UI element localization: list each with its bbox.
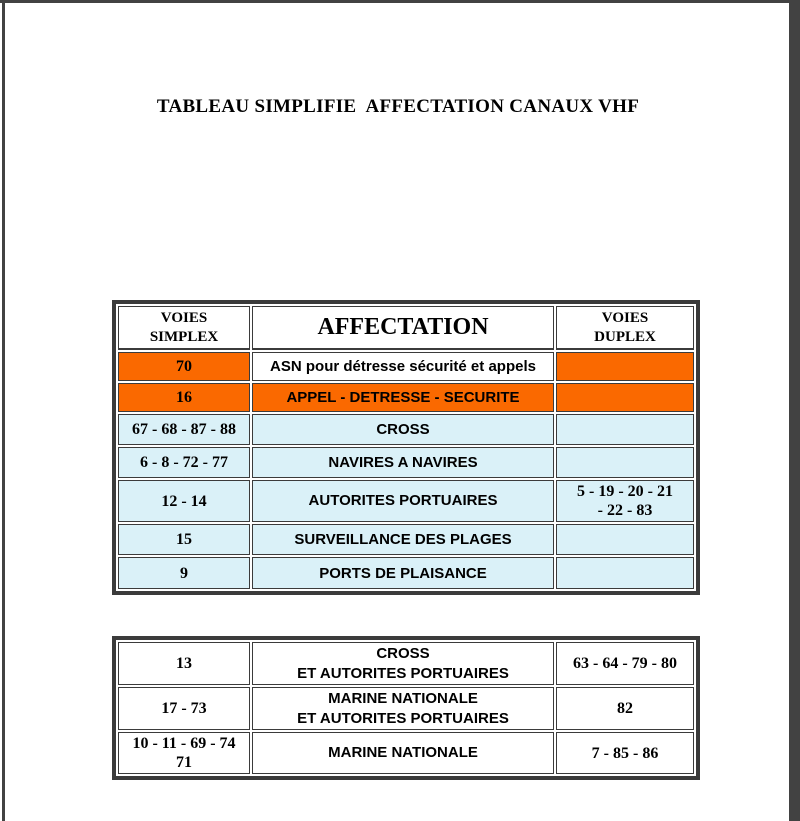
- table-row: [118, 732, 694, 774]
- header-affectation: AFFECTATION: [252, 306, 554, 350]
- affectation-cell: SURVEILLANCE DES PLAGES: [252, 524, 554, 555]
- duplex-cell: 7 - 85 - 86: [556, 732, 694, 774]
- simplex-cell: 6 - 8 - 72 - 77: [118, 447, 250, 478]
- duplex-cell: [556, 414, 694, 445]
- affectation-cell: MARINE NATIONALE: [252, 732, 554, 774]
- affectation-cell: CROSS ET AUTORITES PORTUAIRES: [252, 642, 554, 685]
- table-row: [118, 557, 694, 589]
- table-row: [118, 383, 694, 412]
- table-header-row: [118, 306, 694, 350]
- simplex-cell: 13: [118, 642, 250, 685]
- duplex-cell: [556, 383, 694, 412]
- vhf-simplex-table: [112, 300, 700, 595]
- vhf-duplex-table: [112, 636, 700, 780]
- affectation-cell: APPEL - DETRESSE - SECURITE: [252, 383, 554, 412]
- simplex-cell: 9: [118, 557, 250, 589]
- duplex-cell: [556, 352, 694, 381]
- simplex-cell: 12 - 14: [118, 480, 250, 522]
- table-row: [118, 642, 694, 685]
- duplex-cell: [556, 447, 694, 478]
- page-right-edge: [789, 0, 800, 821]
- duplex-cell: 5 - 19 - 20 - 21 - 22 - 83: [556, 480, 694, 522]
- header-voies-duplex: VOIES DUPLEX: [556, 306, 694, 350]
- simplex-cell: 67 - 68 - 87 - 88: [118, 414, 250, 445]
- table-row: [118, 687, 694, 730]
- duplex-cell: 82: [556, 687, 694, 730]
- duplex-cell: [556, 557, 694, 589]
- header-voies-simplex: VOIES SIMPLEX: [118, 306, 250, 350]
- table-row: [118, 480, 694, 522]
- affectation-cell: MARINE NATIONALE ET AUTORITES PORTUAIRES: [252, 687, 554, 730]
- duplex-cell: [556, 524, 694, 555]
- affectation-cell: CROSS: [252, 414, 554, 445]
- page-top-edge: [0, 0, 800, 3]
- duplex-cell: 63 - 64 - 79 - 80: [556, 642, 694, 685]
- simplex-cell: 10 - 11 - 69 - 74 71: [118, 732, 250, 774]
- table-row: [118, 524, 694, 555]
- affectation-cell: NAVIRES A NAVIRES: [252, 447, 554, 478]
- table-row: [118, 352, 694, 381]
- affectation-cell: PORTS DE PLAISANCE: [252, 557, 554, 589]
- table-row: [118, 414, 694, 445]
- simplex-cell: 15: [118, 524, 250, 555]
- simplex-cell: 16: [118, 383, 250, 412]
- table-row: [118, 447, 694, 478]
- simplex-cell: 17 - 73: [118, 687, 250, 730]
- affectation-cell: AUTORITES PORTUAIRES: [252, 480, 554, 522]
- affectation-cell: ASN pour détresse sécurité et appels: [252, 352, 554, 381]
- page-title: TABLEAU SIMPLIFIE AFFECTATION CANAUX VHF: [156, 96, 640, 117]
- simplex-cell: 70: [118, 352, 250, 381]
- page-left-edge: [2, 0, 5, 821]
